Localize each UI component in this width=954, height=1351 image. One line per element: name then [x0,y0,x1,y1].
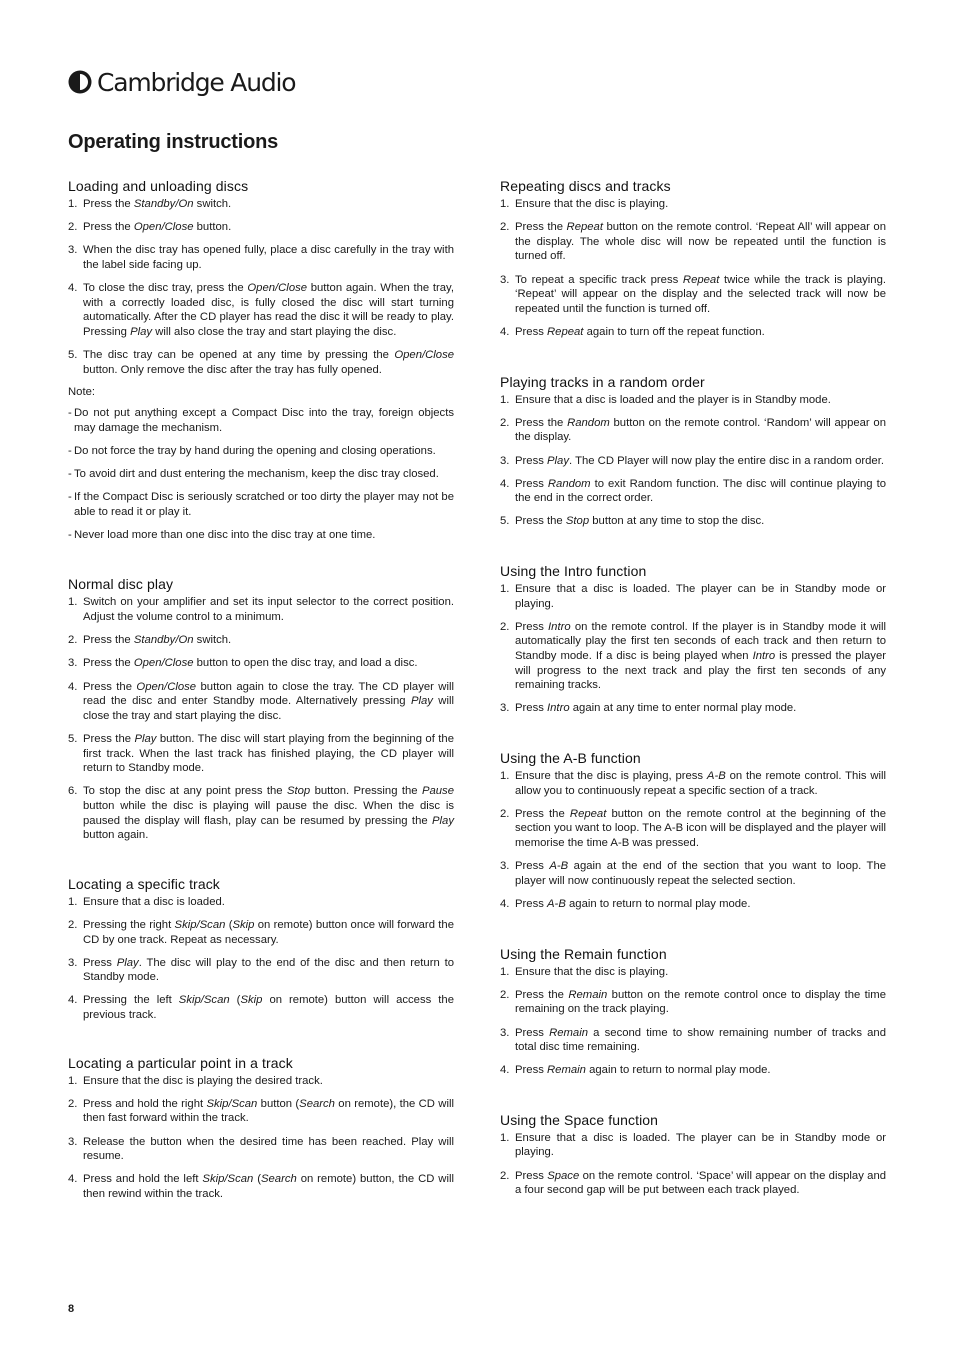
step-text: Press [515,1026,550,1039]
step-text: Ensure that the disc is playing. [515,965,669,978]
step-text: Press [515,897,548,910]
dash-bullet: - [68,444,72,457]
step-number: 2. [68,918,78,931]
step-number: 4. [68,994,78,1007]
list-item [500,897,886,912]
step-text: Press [515,1064,548,1077]
section-heading: Repeating discs and tracks [500,178,671,194]
control-name: Remain [547,1064,586,1077]
control-name: Pause [421,785,454,798]
step-text: switch. [193,634,232,647]
control-name: Open/Close [136,680,197,693]
note-text: Do not force the tray by hand during the opening and closing operations. [74,444,436,457]
step-number: 2. [500,620,510,633]
step-text: Press the [83,680,137,693]
step-text: button on the remote control at the beginning of the section you want to loop. The A-B icon will be displayed and the player will memorise the time A-B was pressed. [515,807,887,849]
control-name: Stop [565,515,590,528]
control-name: Skip/Scan [206,1097,258,1110]
step-text: button while the disc is playing will pause the disc. When the disc is paused the display will flash, play can be resumed by pressing the [83,799,454,827]
step-text: Press the [83,198,134,210]
step-text: on remote) button, the CD will then rewind within the track. [83,1173,454,1200]
section-heading: Using the Intro function [500,563,647,580]
control-name: Intro [752,650,776,663]
section-using-the-a-b-function [500,750,886,912]
list-item [68,1135,454,1164]
list-item [500,416,886,445]
step-text: Press [83,956,117,969]
steps-list [500,769,886,912]
list-item [500,1131,886,1160]
step-text: Pressing the right [83,918,175,931]
step-text: twice while the track is playing. ‘Repeat’ will appear on the display and the selected track will now be repeated until the function is turned off. [515,273,886,315]
step-text: button. The disc will start playing from the beginning of the first track. When the last track has finished playing, the CD player will return to Standby mode. [83,732,454,775]
step-number: 2. [500,416,510,429]
list-item [500,620,886,693]
step-text: Release the button when the desired time has been reached. Play will resume. [83,1135,454,1163]
step-number: 4. [500,325,510,338]
section-locating-a-particular-point-in-a-track [68,1055,454,1202]
control-name: Skip [232,918,255,931]
control-name: Standby/On [133,634,194,647]
list-item [68,656,454,671]
step-text: Press the [83,657,134,670]
control-name: Space [547,1169,580,1182]
list-item [500,514,886,529]
step-text: Switch on your amplifier and set its input selector to the correct position. Adjust the volume control to a minimum. [83,596,454,624]
step-text: on the remote control. ‘Space’ will appear on the display and a four second gap will be put between each track played. [515,1169,887,1197]
section-heading: Locating a particular point in a track [68,1054,293,1071]
step-text: again at the end of the section that you want to loop. The player will now continuously repeat the selected section. [515,860,887,887]
step-text: button. [193,221,232,234]
control-name: Intro [548,620,571,633]
step-text: . The disc will play to the end of the disc and then return to Standby mode. [83,956,454,984]
control-name: Open/Close [394,349,454,362]
control-name: Stop [286,785,311,798]
section-heading: Using the Space function [500,1111,659,1128]
section-using-the-remain-function [500,946,886,1078]
control-name: Open/Close [247,282,308,295]
step-text: Press [515,477,548,490]
list-item [68,895,454,910]
control-name: Repeat [566,221,603,234]
step-number: 3. [68,657,78,670]
dash-bullet: - [68,406,72,419]
step-number: 2. [500,807,510,820]
control-name: Search [299,1097,335,1110]
step-text: on remote) button once will forward the CD by one track. Repeat as necessary. [83,918,454,946]
step-number: 3. [500,273,510,286]
brand-logo [68,66,295,98]
step-text: To repeat a specific track press [515,273,683,286]
section-loading-and-unloading-discs [68,178,454,542]
dash-bullet: - [68,491,72,504]
step-text: Ensure that a disc is loaded. [83,895,225,908]
cambridge-audio-logo-icon [68,70,92,94]
step-text: ( [229,994,241,1007]
list-item [68,197,454,212]
step-number: 3. [500,702,510,715]
left-column [68,178,454,1210]
control-name: Skip [240,994,263,1007]
list-item [500,454,886,469]
step-text: on remote) button will access the previous track. [83,994,454,1022]
step-text: Press the [83,221,134,234]
step-number: 5. [68,732,78,745]
right-column [500,178,886,1206]
steps-list [68,1074,454,1202]
step-text: button on the remote control once to display the time remaining on the track playing. [515,988,887,1016]
note-item [68,444,454,459]
page-title: Operating instructions [68,131,279,153]
step-number: 2. [500,221,510,234]
control-name: A-B [547,897,566,910]
steps-list [500,582,886,716]
control-name: A-B [706,770,726,782]
step-number: 5. [68,349,78,362]
list-item [500,701,886,716]
control-name: Random [567,416,610,429]
step-text: to exit Random function. The disc will continue playing to the end in the correct order. [515,477,887,505]
list-item [500,582,886,611]
control-name: Open/Close [133,657,194,670]
control-name: Search [260,1173,297,1186]
step-number: 4. [68,680,78,693]
step-text: . The CD Player will now play the entire disc in a random order. [569,454,884,467]
step-number: 1. [68,596,78,609]
step-text: button ( [257,1097,300,1110]
step-number: 2. [68,221,78,234]
note-item [68,528,454,543]
step-text: button. Pressing the [310,785,422,798]
step-text: When the disc tray has opened fully, place a disc carefully in the tray with the label side facing up. [83,244,454,271]
control-name: Play [410,695,433,708]
step-number: 2. [68,634,78,647]
control-name: Open/Close [133,221,194,234]
step-text: again to return to normal play mode. [565,897,751,910]
note-item [68,467,454,482]
step-number: 2. [500,1169,510,1182]
step-text: Ensure that a disc is loaded and the player is in Standby mode. [515,393,831,406]
list-item [68,595,454,624]
step-number: 2. [500,988,510,1001]
list-item [68,348,454,377]
step-number: 1. [500,393,510,406]
section-heading: Playing tracks in a random order [500,373,705,390]
section-using-the-intro-function [500,563,886,716]
control-name: Remain [568,988,608,1001]
steps-list [500,965,886,1078]
list-item [68,918,454,947]
section-heading: Using the A-B function [500,750,641,766]
step-text: Press the [515,807,570,820]
section-playing-tracks-in-a-random-order [500,374,886,530]
step-number: 6. [68,785,78,798]
control-name: Play [432,814,454,827]
step-text: again to return to normal play mode. [585,1064,771,1077]
list-item [68,633,454,648]
section-repeating-discs-and-tracks [500,178,886,340]
step-text: button on the remote control. ‘Random’ will appear on the display. [515,416,886,444]
step-text: Press and hold the right [83,1097,207,1110]
list-item [500,477,886,506]
step-text: Ensure that the disc is playing the desired track. [83,1074,323,1087]
step-text: Pressing the left [83,994,179,1007]
list-item [500,988,886,1017]
note-text: Do not put anything except a Compact Disc into the tray, foreign objects may damage the mechanism. [74,406,454,434]
control-name: A-B [549,860,569,873]
list-item [68,732,454,776]
step-text: Press the [515,515,566,528]
step-number: 5. [500,515,510,528]
step-text: will close the tray and start playing the disc. [83,695,454,722]
control-name: Repeat [569,807,607,820]
step-text: button again. [83,829,149,842]
control-name: Play [130,325,153,338]
steps-list [500,1131,886,1198]
step-text: Press the [83,732,135,745]
step-number: 1. [500,583,510,596]
step-text: button again to close the tray. The CD player will read the disc and enter Standby mode. Alternatively pressing [83,680,454,708]
step-text: a second time to show remaining number of tracks and total disc time remaining. [515,1026,886,1054]
steps-list [68,595,454,842]
section-heading: Locating a specific track [68,875,220,892]
list-item [500,197,886,212]
list-item [68,784,454,842]
step-text: Press [515,702,548,715]
step-number: 4. [68,1173,78,1186]
step-text: Press [515,454,548,467]
step-text: on the remote control. If the player is in Standby mode it will automatically play the first ten seconds of each track and then return to Standby mode. If a disc is being played when [515,620,887,663]
step-text: Press the [83,634,134,647]
notes-list [68,406,454,543]
list-item [68,243,454,272]
step-number: 3. [68,956,78,969]
list-item [500,325,886,340]
step-text: Press [515,1169,548,1182]
step-number: 4. [500,897,510,910]
control-name: Skip/Scan [202,1173,254,1186]
step-text: Press [515,620,549,633]
list-item [500,273,886,317]
step-number: 3. [500,860,510,873]
step-text: Press [515,325,548,338]
list-item [68,1074,454,1089]
step-text: button again. When the tray, with a correctly loaded disc, is fully closed the disc will start turning automatically. After the CD player has read the disc it will be ready to play. Pressing [83,282,455,338]
step-text: button at any time to stop the disc. [589,515,765,528]
list-item [68,1097,454,1126]
step-text: Press the [515,988,569,1001]
list-item [68,1172,454,1201]
step-text: button to open the disc tray, and load a disc. [193,657,418,670]
step-number: 1. [500,770,510,782]
list-item [68,956,454,985]
step-text: on the remote control. This will allow you to continuously repeat a specific section of a track. [515,770,887,797]
list-item [500,220,886,264]
step-number: 4. [68,282,78,295]
list-item [500,769,886,798]
step-text: Ensure that a disc is loaded. The player can be in Standby mode or playing. [515,1131,886,1159]
step-text: Ensure that the disc is playing. [515,198,669,210]
step-text: To stop the disc at any point press the [83,785,287,798]
brand-name: Cambridge Audio [97,67,296,97]
control-name: Repeat [682,273,720,286]
list-item [68,281,454,339]
list-item [500,1169,886,1198]
note-text: If the Compact Disc is seriously scratched or too dirty the player may not be able to read it or play it. [74,491,454,518]
step-text: Press the [515,221,567,234]
section-locating-a-specific-track [68,876,454,1023]
control-name: Repeat [547,325,584,338]
step-text: button. Only remove the disc after the tray has fully opened. [83,363,382,376]
steps-list [500,393,886,530]
step-number: 4. [500,477,510,490]
control-name: Intro [547,702,570,715]
step-number: 1. [500,198,510,210]
step-text: Ensure that the disc is playing, press [515,770,707,782]
step-number: 2. [68,1097,78,1110]
step-number: 1. [500,965,510,978]
step-text: ( [253,1173,261,1186]
step-text: The disc tray can be opened at any time by pressing the [83,349,395,362]
section-normal-disc-play [68,576,454,842]
steps-list [500,197,886,340]
step-number: 1. [68,1074,78,1087]
list-item [500,393,886,408]
list-item [68,220,454,235]
step-number: 1. [500,1131,510,1144]
step-number: 3. [68,1135,78,1148]
list-item [68,993,454,1022]
step-text: Press and hold the left [83,1173,203,1186]
step-number: 3. [500,1026,510,1039]
step-text: again at any time to enter normal play mode. [569,702,797,715]
section-heading: Loading and unloading discs [68,178,249,194]
step-text: is pressed the player will progress to the next track and play the first ten seconds of any remaining tracks. [515,650,886,692]
step-number: 1. [68,198,78,210]
note-text: Never load more than one disc into the disc tray at one time. [74,528,376,541]
section-using-the-space-function [500,1112,886,1198]
step-text: on remote), the CD will then fast forward within the track. [83,1097,454,1125]
note-text: To avoid dirt and dust entering the mechanism, keep the disc tray closed. [74,467,439,480]
dash-bullet: - [68,528,72,541]
control-name: Standby/On [133,198,194,210]
control-name: Remain [549,1026,588,1039]
step-text: Ensure that a disc is loaded. The player can be in Standby mode or playing. [515,583,886,610]
step-text: switch. [193,198,232,210]
step-text: ( [225,918,233,931]
step-text: button on the remote control. ‘Repeat All’ will appear on the display. The whole disc will now be repeated until the function is turned off. [515,221,886,263]
steps-list [68,197,454,377]
list-item [500,965,886,980]
control-name: Play [547,454,569,467]
step-number: 3. [500,454,510,467]
note-label: Note: [68,385,96,398]
section-heading: Using the Remain function [500,945,667,962]
section-heading: Normal disc play [68,576,174,593]
list-item [500,1063,886,1078]
steps-list [68,895,454,1023]
step-text: again to turn off the repeat function. [583,325,765,338]
list-item [500,1026,886,1055]
page-number: 8 [68,1303,75,1315]
control-name: Play [134,732,157,745]
control-name: Skip/Scan [178,994,230,1007]
step-number: 4. [500,1064,510,1077]
step-number: 3. [68,244,78,257]
control-name: Play [116,956,139,969]
step-text: Press the [515,416,568,429]
note-item [68,490,454,519]
list-item [500,859,886,888]
list-item [500,807,886,851]
dash-bullet: - [68,467,72,480]
note-item [68,406,454,435]
step-text: To close the disc tray, press the [83,282,248,295]
step-text: will also close the tray and start playing the disc. [152,325,397,338]
step-text: Press [515,860,550,873]
control-name: Skip/Scan [174,918,226,931]
step-number: 1. [68,895,78,908]
control-name: Random [547,477,591,490]
list-item [68,680,454,724]
